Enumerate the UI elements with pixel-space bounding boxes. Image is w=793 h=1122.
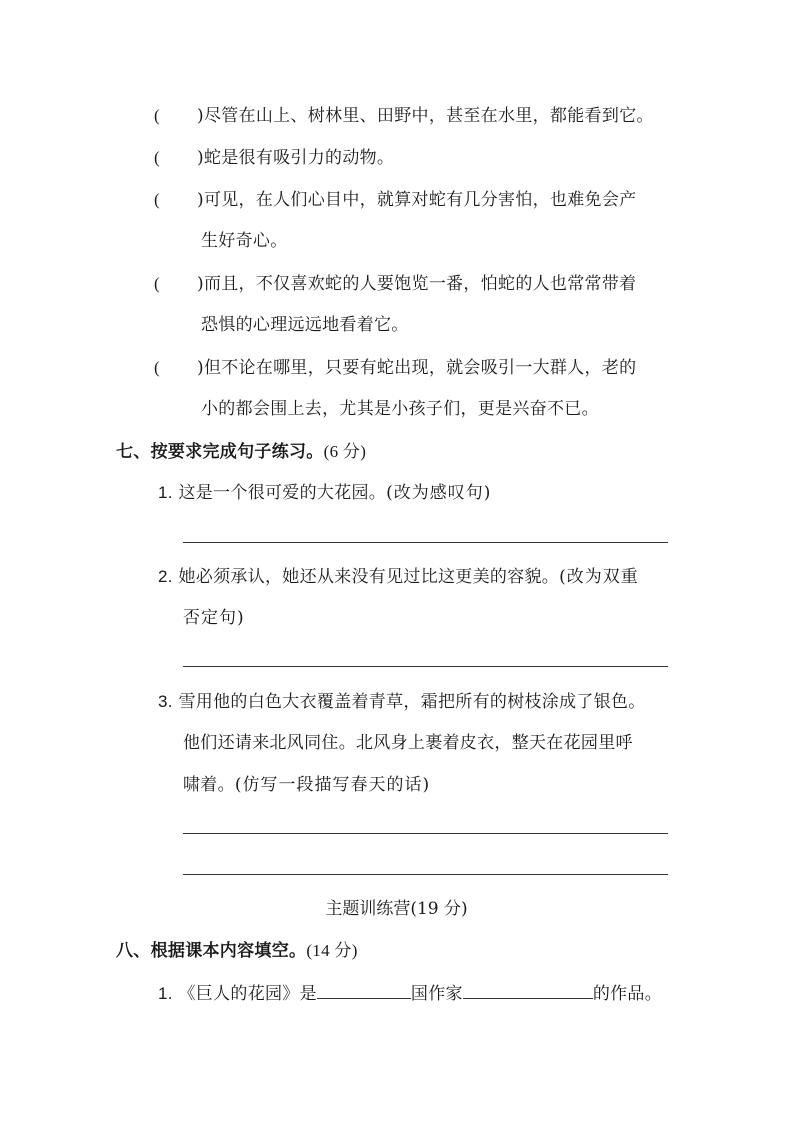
question-text-part2: 国作家 <box>410 984 463 1004</box>
question-text: 雪用他的白色大衣覆盖着青草，霜把所有的树枝涂成了银色。 <box>178 692 646 712</box>
question-hint: (改为双重 <box>559 567 639 587</box>
answer-line[interactable] <box>183 874 668 875</box>
section-score: (6 分) <box>323 442 367 461</box>
question-text-part3: 的作品。 <box>592 984 663 1004</box>
section-score: (14 分) <box>306 941 358 960</box>
question-number: 1. <box>158 984 173 1003</box>
answer-paren-close: ) <box>197 106 204 126</box>
question-7-3 <box>158 690 646 714</box>
question-number: 3. <box>158 692 173 711</box>
fill-blank-author[interactable] <box>463 980 593 999</box>
item-text: 尽管在山上、树林里、田野中，甚至在水里，都能看到它。 <box>203 106 654 126</box>
question-text-part1: 《巨人的花园》是 <box>178 984 317 1004</box>
item-text: 蛇是很有吸引力的动物。 <box>203 148 395 168</box>
fill-blank-country[interactable] <box>317 980 411 999</box>
answer-paren-open[interactable]: ( <box>154 106 160 125</box>
question-7-1 <box>158 481 491 505</box>
item-text-continued: 生好奇心。 <box>201 231 288 251</box>
item-text-continued: 恐惧的心理远远地看着它。 <box>201 315 409 335</box>
answer-paren-close: ) <box>197 190 204 210</box>
question-8-1 <box>158 980 662 1006</box>
question-number: 2. <box>158 567 173 586</box>
item-text: 可见，在人们心目中，就算对蛇有几分害怕，也难免会产 <box>203 190 637 210</box>
question-hint-continued: 否定句) <box>183 608 245 628</box>
item-text: 但不论在哪里，只要有蛇出现，就会吸引一大群人，老的 <box>203 358 637 378</box>
question-7-2 <box>158 565 639 589</box>
question-text: 这是一个很可爱的大花园。 <box>178 483 387 503</box>
question-text-continued: 他们还请来北风同住。北风身上裹着皮衣，整天在花园里呼 <box>183 733 633 753</box>
question-hint: (仿写一段描写春天的话) <box>234 775 431 795</box>
question-text-continued <box>183 773 430 797</box>
section-8-heading <box>116 939 358 963</box>
answer-paren-close: ) <box>197 148 204 168</box>
section-title: 八、根据课本内容填空。 <box>116 941 307 961</box>
answer-paren-close: ) <box>197 358 204 378</box>
question-hint: (改为感叹句) <box>386 483 492 503</box>
section-7-heading <box>116 440 366 464</box>
question-number: 1. <box>158 483 173 502</box>
question-text: 她必须承认，她还从来没有见过比这更美的容貌。 <box>178 567 560 587</box>
theme-title: 主题训练营(19 分) <box>325 899 468 919</box>
answer-paren-open[interactable]: ( <box>154 148 160 167</box>
answer-paren-open[interactable]: ( <box>154 274 160 293</box>
answer-paren-open[interactable]: ( <box>154 190 160 209</box>
section-title: 七、按要求完成句子练习。 <box>116 442 324 462</box>
item-text: 而且，不仅喜欢蛇的人要饱览一番，怕蛇的人也常常带着 <box>203 274 637 294</box>
item-text-continued: 小的都会围上去，尤其是小孩子们，更是兴奋不已。 <box>201 399 599 419</box>
answer-line[interactable] <box>183 666 668 667</box>
answer-line[interactable] <box>183 833 668 834</box>
answer-line[interactable] <box>183 542 668 543</box>
question-text: 啸着。 <box>183 775 235 795</box>
answer-paren-close: ) <box>197 274 204 294</box>
answer-paren-open[interactable]: ( <box>154 358 160 377</box>
